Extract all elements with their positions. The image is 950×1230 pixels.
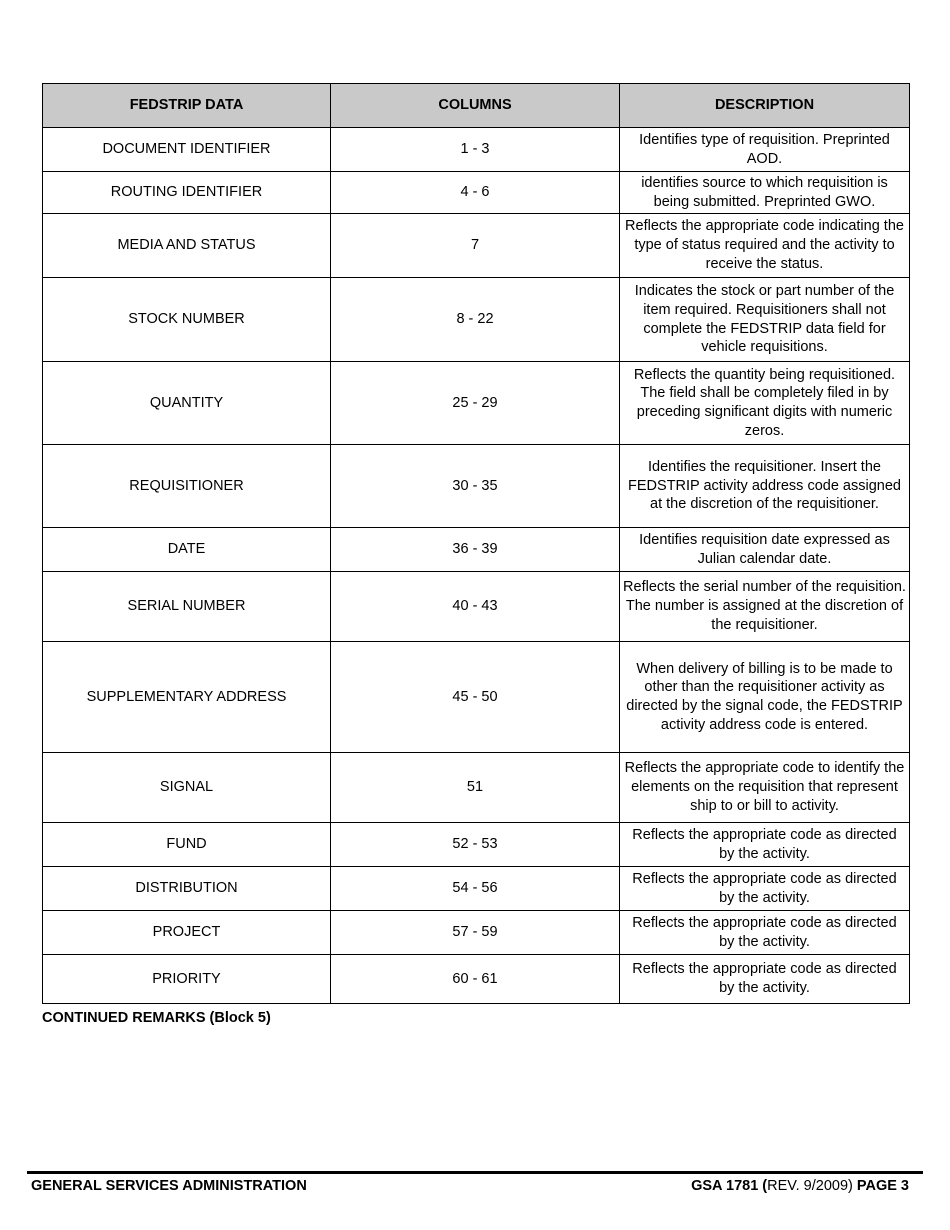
footer-page: PAGE 3	[852, 1178, 909, 1194]
header-fedstrip-data: FEDSTRIP DATA	[43, 84, 331, 128]
cell-description: Reflects the quantity being requisitioned. The field shall be completely filed in by preceding significant digits with numeric zeros.	[620, 362, 910, 445]
cell-description: Reflects the appropriate code as directed by the activity.	[620, 955, 910, 1004]
cell-description: Reflects the appropriate code to identify the elements on the requisition that represent ship to or bill to activity.	[620, 753, 910, 823]
cell-columns: 4 - 6	[331, 172, 620, 214]
table-row	[43, 362, 910, 445]
table-row	[43, 278, 910, 362]
table-row	[43, 642, 910, 753]
cell-description: Identifies the requisitioner. Insert the FEDSTRIP activity address code assigned at the discretion of the requisitioner.	[620, 445, 910, 528]
cell-description: Identifies type of requisition. Preprinted AOD.	[620, 128, 910, 172]
header-description: DESCRIPTION	[620, 84, 910, 128]
cell-columns: 51	[331, 753, 620, 823]
cell-description: Reflects the appropriate code as directed by the activity.	[620, 911, 910, 955]
cell-columns: 54 - 56	[331, 867, 620, 911]
cell-columns: 30 - 35	[331, 445, 620, 528]
cell-fedstrip-data: DISTRIBUTION	[43, 867, 331, 911]
table-row	[43, 572, 910, 642]
table-row	[43, 128, 910, 172]
cell-columns: 8 - 22	[331, 278, 620, 362]
cell-fedstrip-data: DATE	[43, 528, 331, 572]
cell-description: Indicates the stock or part number of the item required. Requisitioners shall not complete the FEDSTRIP data field for vehicle requisitions.	[620, 278, 910, 362]
cell-columns: 7	[331, 214, 620, 278]
cell-fedstrip-data: QUANTITY	[43, 362, 331, 445]
cell-columns: 52 - 53	[331, 823, 620, 867]
footer-form-info	[691, 1178, 909, 1194]
cell-description: Reflects the appropriate code as directed by the activity.	[620, 823, 910, 867]
footer-revision: REV. 9/2009)	[767, 1178, 853, 1194]
table-row	[43, 528, 910, 572]
cell-fedstrip-data: SIGNAL	[43, 753, 331, 823]
header-columns: COLUMNS	[331, 84, 620, 128]
cell-description: identifies source to which requisition is being submitted. Preprinted GWO.	[620, 172, 910, 214]
cell-description: Reflects the appropriate code indicating the type of status required and the activity to receive the status.	[620, 214, 910, 278]
cell-columns: 1 - 3	[331, 128, 620, 172]
table-row	[43, 911, 910, 955]
cell-description: When delivery of billing is to be made to other than the requisitioner activity as directed by the signal code, the FEDSTRIP activity address code is entered.	[620, 642, 910, 753]
cell-fedstrip-data: FUND	[43, 823, 331, 867]
table-row	[43, 823, 910, 867]
cell-columns: 45 - 50	[331, 642, 620, 753]
cell-fedstrip-data: SUPPLEMENTARY ADDRESS	[43, 642, 331, 753]
cell-description: Identifies requisition date expressed as Julian calendar date.	[620, 528, 910, 572]
cell-fedstrip-data: PROJECT	[43, 911, 331, 955]
cell-fedstrip-data: ROUTING IDENTIFIER	[43, 172, 331, 214]
cell-fedstrip-data: MEDIA AND STATUS	[43, 214, 331, 278]
cell-columns: 36 - 39	[331, 528, 620, 572]
fedstrip-table	[42, 83, 910, 1004]
cell-columns: 25 - 29	[331, 362, 620, 445]
table-row	[43, 172, 910, 214]
table-row	[43, 867, 910, 911]
cell-columns: 40 - 43	[331, 572, 620, 642]
footer-form-number: GSA 1781 (	[691, 1178, 768, 1194]
cell-fedstrip-data: STOCK NUMBER	[43, 278, 331, 362]
table-header-row	[43, 84, 910, 128]
footer-divider	[27, 1171, 923, 1174]
table-row	[43, 753, 910, 823]
cell-fedstrip-data: PRIORITY	[43, 955, 331, 1004]
cell-columns: 60 - 61	[331, 955, 620, 1004]
table-row	[43, 955, 910, 1004]
table-row	[43, 445, 910, 528]
cell-columns: 57 - 59	[331, 911, 620, 955]
cell-description: Reflects the appropriate code as directed by the activity.	[620, 867, 910, 911]
cell-description: Reflects the serial number of the requisition. The number is assigned at the discretion of the requisitioner.	[620, 572, 910, 642]
cell-fedstrip-data: REQUISITIONER	[43, 445, 331, 528]
cell-fedstrip-data: SERIAL NUMBER	[43, 572, 331, 642]
table-row	[43, 214, 910, 278]
footer-agency: GENERAL SERVICES ADMINISTRATION	[31, 1178, 307, 1194]
continued-remarks-label: CONTINUED REMARKS (Block 5)	[42, 1010, 271, 1026]
cell-fedstrip-data: DOCUMENT IDENTIFIER	[43, 128, 331, 172]
